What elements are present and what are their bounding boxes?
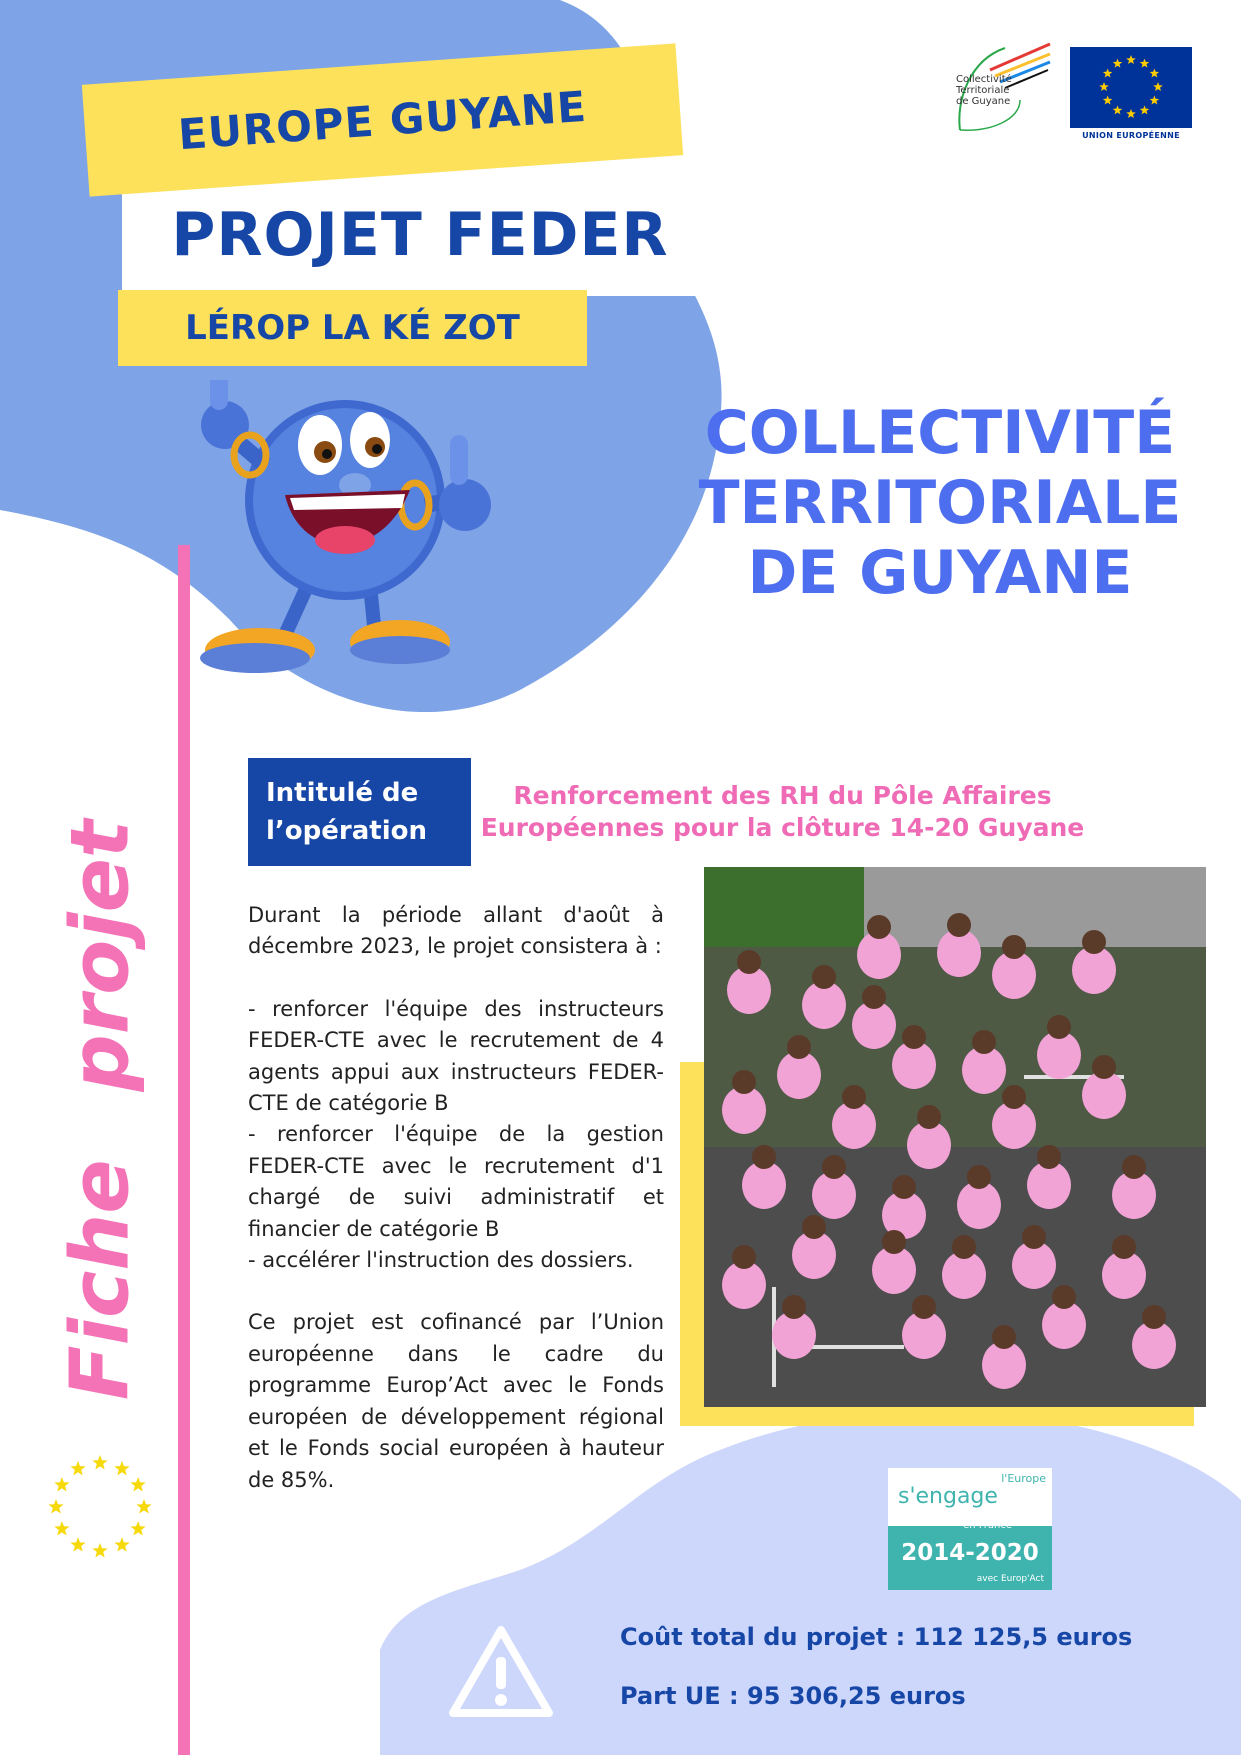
- description-intro: Durant la période allant d'août à décembre 2023, le projet consistera à :: [248, 903, 664, 959]
- ctg-logo-line: de Guyane: [956, 96, 1011, 107]
- operation-label-line: Intitulé de: [266, 778, 419, 808]
- projet-feder-heading: PROJET FEDER: [171, 200, 669, 270]
- ctg-logo-line: Collectivité: [956, 74, 1012, 85]
- engage-years-text: 2014-2020: [901, 1540, 1039, 1566]
- ctg-logo-text: [956, 74, 1046, 107]
- total-cost: Coût total du projet : 112 125,5 euros: [620, 1623, 1133, 1651]
- operation-title-line: Renforcement des RH du Pôle Affaires: [513, 781, 1052, 810]
- slogan-banner: [118, 290, 587, 366]
- engage-leurope-text: l'Europe: [1001, 1472, 1046, 1485]
- cofinance-text: Ce projet est cofinancé par l’Union européenne dans le cadre du programme Europ’Act avec le Fonds européen de développement régional et le Fonds social européen à hauteur de 85%.: [248, 1310, 664, 1492]
- ctg-logo: [950, 40, 1054, 134]
- euro-mascot-icon: [170, 380, 510, 690]
- warning-icon: [448, 1625, 554, 1719]
- description-item: - renforcer l'équipe des instructeurs FEDER-CTE avec le recrutement de 4 agents appui aux instructeurs FEDER-CTE de catégorie B: [248, 996, 664, 1116]
- title-line: DE GUYANE: [747, 538, 1133, 608]
- engage-avec-text: avec Europ'Act: [976, 1574, 1044, 1584]
- operation-label-line: l’opération: [266, 816, 427, 846]
- team-photo-icon: [704, 867, 1206, 1407]
- europe-guyane-text: EUROPE GUYANE: [176, 81, 589, 159]
- eu-flag: [1070, 47, 1192, 128]
- europe-engage-logo: [888, 1468, 1052, 1590]
- fiche-projet-text: Fiche projet: [53, 819, 147, 1401]
- ctg-logo-line: Territoriale: [956, 85, 1010, 96]
- description-item: - renforcer l'équipe de la gestion FEDER-CTE avec le recrutement d'1 chargé de suivi administratif et financier de catégorie B: [248, 1122, 664, 1241]
- operation-label-box: [248, 758, 471, 866]
- eu-share: Part UE : 95 306,25 euros: [620, 1682, 966, 1710]
- title-line: TERRITORIALE: [698, 468, 1182, 538]
- team-photo: [704, 867, 1206, 1407]
- engage-france-text: en France: [963, 1520, 1012, 1531]
- operation-title-line: Européennes pour la clôture 14-20 Guyane: [480, 813, 1085, 842]
- title-line: COLLECTIVITÉ: [704, 398, 1176, 468]
- collectivite-title: [650, 398, 1230, 608]
- eu-stars-icon: [1070, 47, 1192, 128]
- eu-flag-caption: UNION EUROPÉENNE: [1082, 131, 1180, 140]
- eu-stars-circle-icon: [48, 1455, 152, 1559]
- engage-sengage-text: s'engage: [898, 1484, 998, 1509]
- project-description: [248, 900, 664, 1496]
- operation-title: [480, 780, 1085, 844]
- pink-divider-line: [178, 545, 190, 1755]
- slogan-text: LÉROP LA KÉ ZOT: [185, 308, 520, 348]
- operation-label: [266, 774, 427, 850]
- description-item: - accélérer l'instruction des dossiers.: [248, 1248, 634, 1273]
